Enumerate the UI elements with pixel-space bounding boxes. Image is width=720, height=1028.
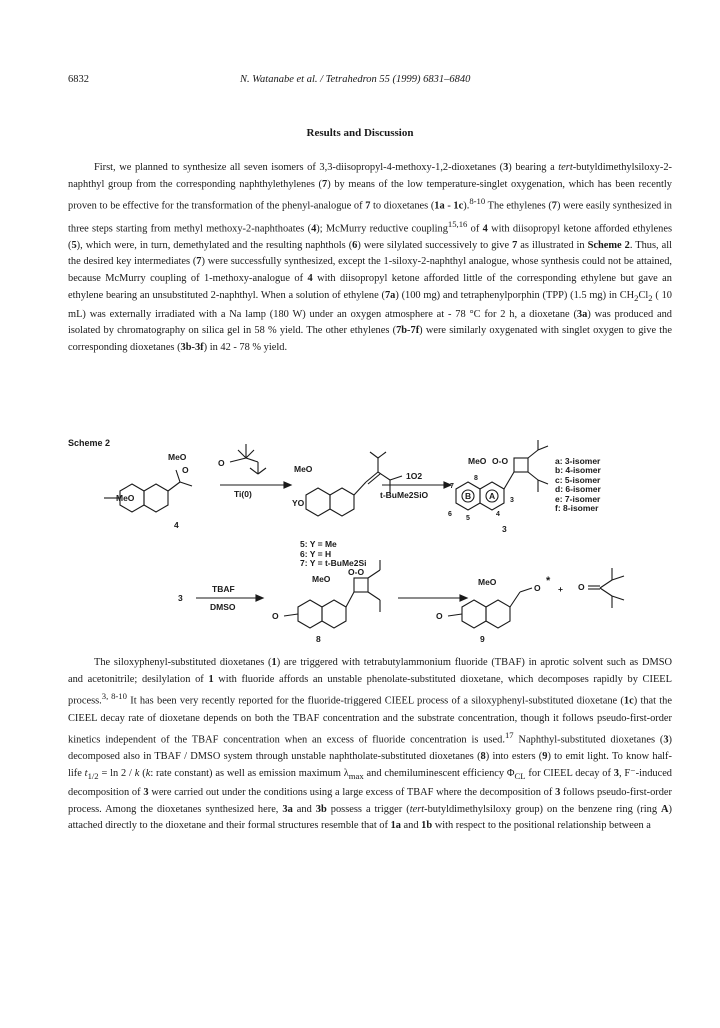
journal-citation: N. Watanabe et al. / Tetrahedron 55 (1999) 6831–6840 [240,74,471,85]
label-ketone-o: O [218,458,225,468]
section-title: Results and Discussion [306,127,414,139]
label-tbaf: TBAF [212,584,235,594]
label-dmso: DMSO [210,602,236,612]
label-compound-9: 9 [480,634,485,644]
label-meo-8: MeO [312,574,331,584]
naphthalene-ring-4a [144,484,168,512]
dioxetane-ring-3 [514,458,528,472]
label-compound-8: 8 [316,634,321,644]
label-ester-o-9: O [534,583,541,593]
naphthalene-ring-8a [322,600,346,628]
label-pos-6: 6 [448,511,452,518]
label-singlet-oxygen: 1O2 [406,471,423,481]
label-oo-8: O-O [348,567,365,577]
label-pos-3: 3 [510,497,514,504]
label-meo-olefin: MeO [294,464,313,474]
isomer-list: a: 3-isomer b: 4-isomer c: 5-isomer d: 6-isomer e: 7-isomer f: 8-isomer [555,456,601,514]
label-plus: + [558,584,563,594]
naphthalene-ring-9a [486,600,510,628]
running-head [68,74,672,90]
naphthalene-ring-5b [306,488,330,516]
label-compound-4: 4 [174,520,179,530]
label-meo-ester: MeO [168,452,187,462]
paragraph-cieel: The siloxyphenyl-substituted dioxetanes (1) are triggered with tetrabutylammonium fluoride (TBAF) in aprotic solvent such as DMSO and acetonitrile; desilylation of 1 with fluoride affords an unstable phenolate-substituted dioxetane, which decomposes rapidly by CIEEL process.$^{3, 8-10}$ It has been very recently reported for the fluoride-triggered CIEEL process of a siloxyphenyl-substituted dioxetane (1c) that the CIEEL decay rate of dioxetane depends on both the TBAF concentration and the substrate concentration, though it follows pseudo-first-order kinetics independent of the TBAF concentration when an excess of fluoride concentration is used.$^{17}$ Naphthyl-substituted dioxetanes (3) decomposed also in TBAF / DMSO system through unstable naphtholate-substituted dioxetanes (8) into esters (9) to emit light. To know half-life $t_{1/2} = \ln 2 / k$ (k: rate constant) as well as emission maximum $\lambda_{max}$ and chemiluminescent efficiency $\Phi_{CL}$ for CIEEL decay of 3, F⁻-induced decomposition of 3 were carried out under the conditions using a large excess of TBAF where the decomposition of 3 follows pseudo-first-order process. Among the dioxetanes synthesized here, 3a and 3b possess a trigger (tert-butyldimethylsiloxy group) on the benzene ring (ring A) attached directly to the dioxetane and their formal structures resemble that of 1a and 1b with respect to the positional relationship between a [68,657,673,832]
label-meo-9: MeO [478,577,497,587]
label-meo-ring: MeO [116,493,135,503]
label-ester-o: O [182,465,189,475]
scheme-2-figure [68,438,672,650]
label-pos-5: 5 [466,515,470,522]
label-ring-b: B [465,491,472,501]
label-phenolate-8: O [272,611,279,621]
paragraph-synthesis: First, we planned to synthesize all seven isomers of 3,3-diisopropyl-4-methoxy-1,2-dioxetanes (3) bearing a tert-butyldimethylsiloxy-2-naphthyl group from the corresponding naphthylethylenes (7) by means of the low temperature-singlet oxygenation, which has been recently proven to be effective for the transformation of the phenyl-analogue of 7 to dioxetanes (1a - 1c).$^{8-10}$ The ethylenes (7) were easily synthesized in three steps starting from methyl methoxy-2-naphthoates (4); McMurry reductive coupling$^{15,16}$ of 4 with diisopropyl ketone afforded ethylenes (5), which were, in turn, demethylated and the resulting naphthols (6) were silylated successively to give 7 as illustrated in Scheme 2. Thus, all the desired key intermediates (7) were successfully synthesized, except the 1-siloxy-2-naphthyl analogue, whose synthesis could not be attained, because McMurry coupling of 1-methoxy-analogue of 4 with diisopropyl ketone afforded little of the corresponding ethylene but gave an ethylene bearing an unsubstituted 2-naphthyl. When a solution of ethylene (7a) (100 mg) and tetraphenylporphin (TPP) (1.5 mg) in $CH_2Cl_2$ ( 10 mL) was externally irradiated with a Na lamp (180 W) under an oxygen atmosphere at - 78 °C for 2 h, a dioxetane (3a) was produced and isolated by chromatography on silica gel in 58 % yield. The other ethylenes (7b-7f) were similarly oxygenated with singlet oxygen to give the corresponding dioxetanes (3b-3f) in 42 - 78 % yield. [68,162,673,354]
label-ticl: Ti(0) [234,489,252,499]
label-compound-3: 3 [502,524,507,534]
label-pos-8: 8 [474,475,478,482]
label-excited-star: * [546,575,551,587]
label-pos-4: 4 [496,511,500,518]
dioxetane-ring-8 [354,578,368,592]
label-tbs-o: t-BuMe2SiO [380,490,429,500]
y-definitions: 5: Y = Me 6: Y = H 7: Y = t-BuMe2Si [300,539,367,569]
naphthalene-ring-8b [298,600,322,628]
label-meo-dioxetane: MeO [468,456,487,466]
label-compound-3-start: 3 [178,593,183,603]
label-ring-a: A [489,491,496,501]
naphthalene-ring-5a [330,488,354,516]
page-number: 6832 [68,74,89,85]
label-pos-7: 7 [450,483,454,490]
label-oo-dioxetane: O-O [492,456,509,466]
scheme-title: Scheme 2 [68,438,111,448]
naphthalene-ring-9b [462,600,486,628]
label-yo: YO [292,498,305,508]
label-phenolate-9: O [436,611,443,621]
label-ketone-o-9: O [578,582,585,592]
